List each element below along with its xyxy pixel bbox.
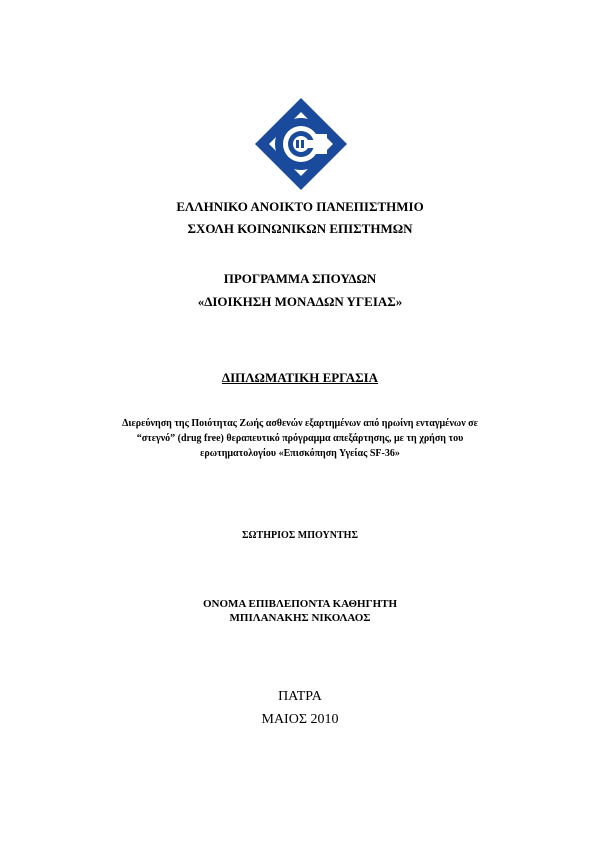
university-name: ΕΛΛΗΝΙΚΟ ΑΝΟΙΚΤΟ ΠΑΝΕΠΙΣΤΗΜΙΟ xyxy=(176,199,424,214)
supervisor-label: ΟΝΟΜΑ ΕΠΙΒΛΕΠΟΝΤΑ ΚΑΘΗΓΗΤΗ xyxy=(202,598,398,610)
thesis-title-line1: Διερεύνηση της Ποιότητας Ζωής ασθενών εξαρτημένων από ηρωίνη ενταγμένων σε xyxy=(122,418,478,429)
supervisor-name: ΜΠΙΛΑΝΑΚΗΣ ΝΙΚΟΛΑΟΣ xyxy=(229,612,371,624)
school-name: ΣΧΟΛΗ ΚΟΙΝΩΝΙΚΩΝ ΕΠΙΣΤΗΜΩΝ xyxy=(187,221,413,236)
date: ΜΑΙΟΣ 2010 xyxy=(261,712,339,727)
program-name: «ΔΙΟΙΚΗΣΗ ΜΟΝΑΔΩΝ ΥΓΕΙΑΣ» xyxy=(197,294,403,309)
author-name: ΣΩΤΗΡΙΟΣ ΜΠΟΥΝΤΗΣ xyxy=(242,530,358,541)
thesis-title xyxy=(70,416,530,461)
thesis-title-line2: “στεγνό” (drug free) θεραπευτικό πρόγραμμα απεξάρτησης, με τη χρήση του xyxy=(136,433,464,444)
thesis-title-line3: ερωτηματολογίου «Επισκόπηση Υγείας SF-36» xyxy=(200,448,400,459)
thesis-type: ΔΙΠΛΩΜΑΤΙΚΗ ΕΡΓΑΣΙΑ xyxy=(221,370,379,385)
program-label: ΠΡΟΓΡΑΜΜΑ ΣΠΟΥΔΩΝ xyxy=(223,271,377,286)
place: ΠΑΤΡΑ xyxy=(278,689,322,704)
university-emblem-icon xyxy=(255,98,347,190)
